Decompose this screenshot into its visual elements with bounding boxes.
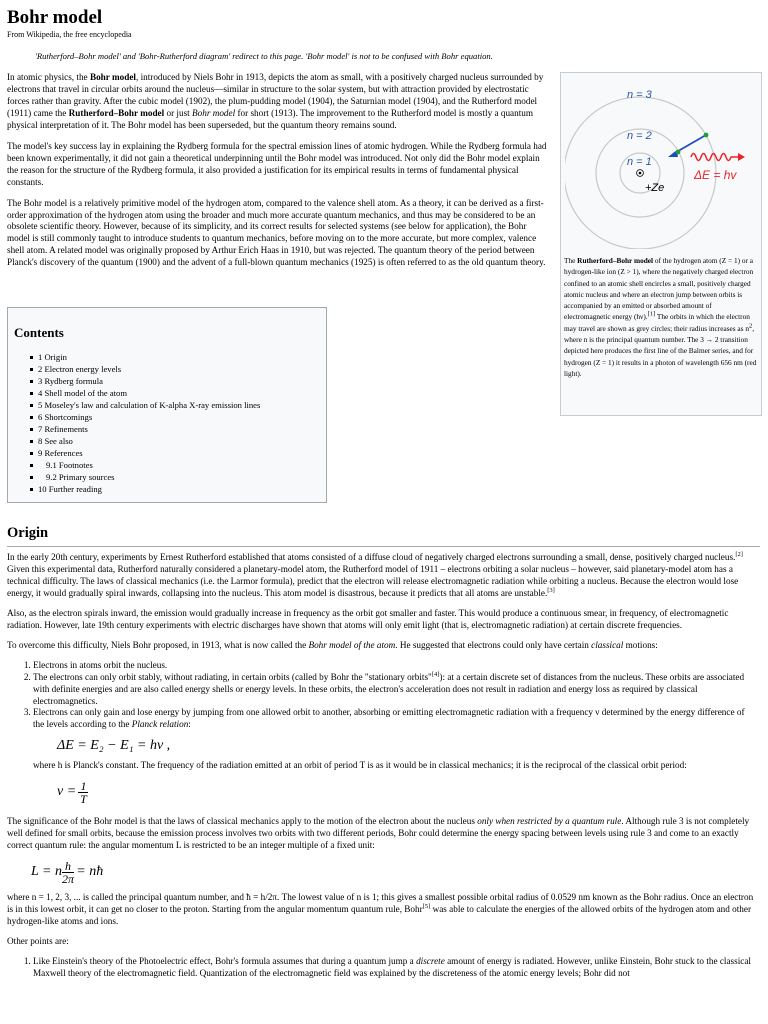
origin-paragraph-4: The significance of the Bohr model is that the laws of classical mechanics apply to the motion of the electron about the nucleus only when restricted by a quantum rule. Although rule 3 is not completely well defined for small orbits, because the emission process involves two orbits with two different periods, Bohr could determine the energy spacing between levels using rule 3 and come to an exactly correct quantum rule: the angular momentum L is restricted to be an integer multiple of a fixed unit: — [7, 815, 750, 850]
toc-item[interactable]: 4 Shell model of the atom — [30, 387, 260, 399]
table-of-contents — [7, 307, 327, 503]
list-item: 3. Electrons can only gain and lose energy by jumping from one allowed orbit to another, absorbing or emitting electromagnetic radiation with a frequency ν determined by the energy difference of the levels according to the Planck relation: ΔE = E₂ − E₁ = hν , where h is Planck's constant. The frequency of the radiation emitted at an orbit of period T is as it would be in classical mechanics; it is the reciprocal of the classical orbit period: ν = $\frac{1}{T}$ — [33, 707, 757, 809]
toc-list — [30, 351, 260, 495]
equation-angular-momentum: L = n $\frac{h}{2\pi}$ = nħ — [31, 858, 104, 887]
label-energy: ΔE = hv — [694, 168, 737, 182]
toc-item[interactable]: 2 Electron energy levels — [30, 363, 260, 375]
origin-paragraph-3: To overcome this difficulty, Niels Bohr proposed, in 1913, what is now called the Bohr model of the atom. He suggested that electrons could only have certain classical motions: — [7, 639, 658, 650]
origin-section — [7, 552, 757, 985]
tagline: From Wikipedia, the free encyclopedia — [7, 30, 132, 39]
origin-paragraph-1: In the early 20th century, experiments by Ernest Rutherford established that atoms consisted of a diffuse cloud of negatively charged electrons surrounding a small, dense, positively charged nucleus.[2] Given this experimental data, Rutherford naturally considered a planetary-model atom, the Rutherford model of 1911 – electrons orbiting a solar nucleus – however, said planetary-model atom has a technical difficulty. The laws of classical mechanics (i.e. the Larmor formula), predict that the electron will release electromagnetic radiation while orbiting a nucleus. Because the electron would lose energy, it would gradually spiral inwards, collapsing into the nucleus. This atom model is disastrous, because it predicts that all atoms are unstable.[3] — [7, 550, 743, 598]
citation[interactable]: [4] — [431, 670, 440, 678]
label-n1: n = 1 — [627, 156, 652, 168]
lead-paragraph-2: The model's key success lay in explaining the Rydberg formula for the spectral emission lines of atomic hydrogen. While the Rydberg formula had been known experimentally, it did not gain a theoretical underpinning until the Bohr model was introduced. Not only did the Bohr model explain the reason for the structure of the Rydberg formula, it also provided a justification for its empirical results in terms of fundamental physical constants. — [7, 140, 547, 187]
infobox — [560, 72, 762, 416]
toc-item[interactable]: 7 Refinements — [30, 423, 260, 435]
list-item: 1. Electrons in atoms orbit the nucleus. — [33, 660, 757, 672]
origin-paragraph-5: where n = 1, 2, 3, ... is called the principal quantum number, and ħ = h/2π. The lowest value of n is 1; this gives a smallest possible orbital radius of 0.0529 nm known as the Bohr radius. Once an electron is in this lowest orbit, it can get no closer to the proton. Starting from the angular momentum quantum rule, Bohr[5] was able to calculate the energies of the allowed orbits of the hydrogen atom and other hydrogen-like atoms and ions. — [7, 891, 754, 926]
label-n3: n = 3 — [627, 89, 652, 101]
nucleus — [639, 172, 642, 175]
infobox-caption: The Rutherford–Bohr model of the hydrogen atom (Z = 1) or a hydrogen-like ion (Z > 1), where the negatively charged electron confined to an atomic shell encircles a small, positively charged atomic nucleus and where an electron jump between orbits is accompanied by an emitted or absorbed amount of electromagnetic energy (hν).[1] The orbits in which the electron may travel are shown as grey circles; their radius increases as $n^2$, where n is the principal quantum number. The 3 → 2 transition depicted here produces the first line of the Balmer series, and for hydrogen (Z = 1) it results in a photon of wavelength 656 nm (red light). — [564, 256, 757, 378]
toc-title: Contents — [14, 325, 64, 340]
citation[interactable]: [3] — [547, 586, 555, 594]
page-title: Bohr model — [7, 7, 103, 28]
equation-note: where h is Planck's constant. The frequency of the radiation emitted at an orbit of period T is as it would be in classical mechanics; it is the reciprocal of the classical orbit period: — [33, 759, 687, 770]
equation-frequency: ν = $\frac{1}{T}$ — [57, 778, 87, 807]
toc-item[interactable]: 10 Further reading — [30, 483, 260, 495]
toc-item[interactable]: 9 References — [30, 447, 260, 459]
hatnote: 'Rutherford–Bohr model' and 'Bohr-Rutherford diagram' redirect to this page. 'Bohr model' is not to be confused with Bohr equation. — [35, 51, 493, 61]
toc-item[interactable]: 3 Rydberg formula — [30, 375, 260, 387]
lead-paragraph-3: The Bohr model is a relatively primitive model of the hydrogen atom, compared to the valence shell atom. As a theory, it can be derived as a first-order approximation of the hydrogen atom using the broader and much more accurate quantum mechanics, and thus may be considered to be an obsolete scientific theory. However, because of its simplicity, and its correct results for selected systems (see below for application), the Bohr model is still commonly taught to introduce students to quantum mechanics, before moving on to the more accurate, but more complex, valence shell atom. A related model was originally proposed by Arthur Erich Haas in 1910, but was rejected. The quantum theory of the period between Planck's discovery of the quantum (1900) and the advent of a full-blown quantum mechanics (1925) is often referred to as the old quantum theory. — [7, 197, 546, 268]
toc-subitem[interactable]: 9.2 Primary sources — [30, 471, 260, 483]
photon-arrowhead — [738, 153, 745, 161]
lead-section — [7, 72, 547, 278]
label-nucleus: +Ze — [645, 182, 665, 194]
citation[interactable]: [5] — [422, 902, 431, 910]
toc-item[interactable]: 1 Origin — [30, 351, 260, 363]
lead-paragraph-1: In atomic physics, the Bohr model, introduced by Niels Bohr in 1913, depicts the atom as small, with a positively charged nucleus surrounded by electrons that travel in circular orbits around the nucleus—similar in structure to the solar system, but with attraction provided by electrostatic forces rather than gravity. After the cubic model (1902), the plum-pudding model (1904), the Saturnian model (1904), and the Rutherford model (1911) came the Rutherford–Bohr model or just Bohr model for short (1913). The improvement to the Rutherford model is mostly a quantum physical interpretation of it. The Bohr model has been superseded, but the quantum theory remains sound. — [7, 72, 544, 130]
electron-n2 — [676, 150, 681, 155]
list-item: 2. The electrons can only orbit stably, without radiating, in certain orbits (called by Bohr the "stationary orbits"[4]): at a certain discrete set of distances from the nucleus. These orbits are associated with definite energies and are also called energy shells or energy levels. In these orbits, the electron's acceleration does not result in radiation and energy loss as required by classical electromagnetics. — [33, 672, 757, 708]
toc-item[interactable]: 8 See also — [30, 435, 260, 447]
other-points-list — [7, 956, 757, 980]
citation[interactable]: [2] — [735, 550, 743, 558]
origin-paragraph-6: Other points are: — [7, 935, 69, 946]
toc-subitem[interactable]: 9.1 Footnotes — [30, 459, 260, 471]
equation-planck: ΔE = E₂ − E₁ = hν , — [57, 738, 171, 754]
list-item: 1. Like Einstein's theory of the Photoelectric effect, Bohr's formula assumes that during a quantum jump a discrete amount of energy is radiated. However, unlike Einstein, Bohr stuck to the classical Maxwell theory of the electromagnetic field. Quantization of the electromagnetic field was explained by the discreteness of the atomic energy levels; Bohr did not — [33, 956, 757, 980]
toc-item[interactable]: 6 Shortcomings — [30, 411, 260, 423]
toc-item[interactable]: 5 Moseley's law and calculation of K-alpha X-ray emission lines — [30, 399, 260, 411]
electron-n3 — [704, 133, 709, 138]
section-heading-origin: Origin — [7, 524, 760, 547]
postulates-list — [7, 660, 757, 810]
bohr-model-diagram — [565, 77, 757, 249]
origin-paragraph-2: Also, as the electron spirals inward, the emission would gradually increase in frequency as the orbit got smaller and faster. This would produce a continuous smear, in frequency, of electromagnetic radiation. However, late 19th century experiments with electric discharges have shown that atoms will only emit light (that is, electromagnetic radiation) at certain discrete frequencies. — [7, 607, 729, 630]
label-n2: n = 2 — [627, 130, 652, 142]
